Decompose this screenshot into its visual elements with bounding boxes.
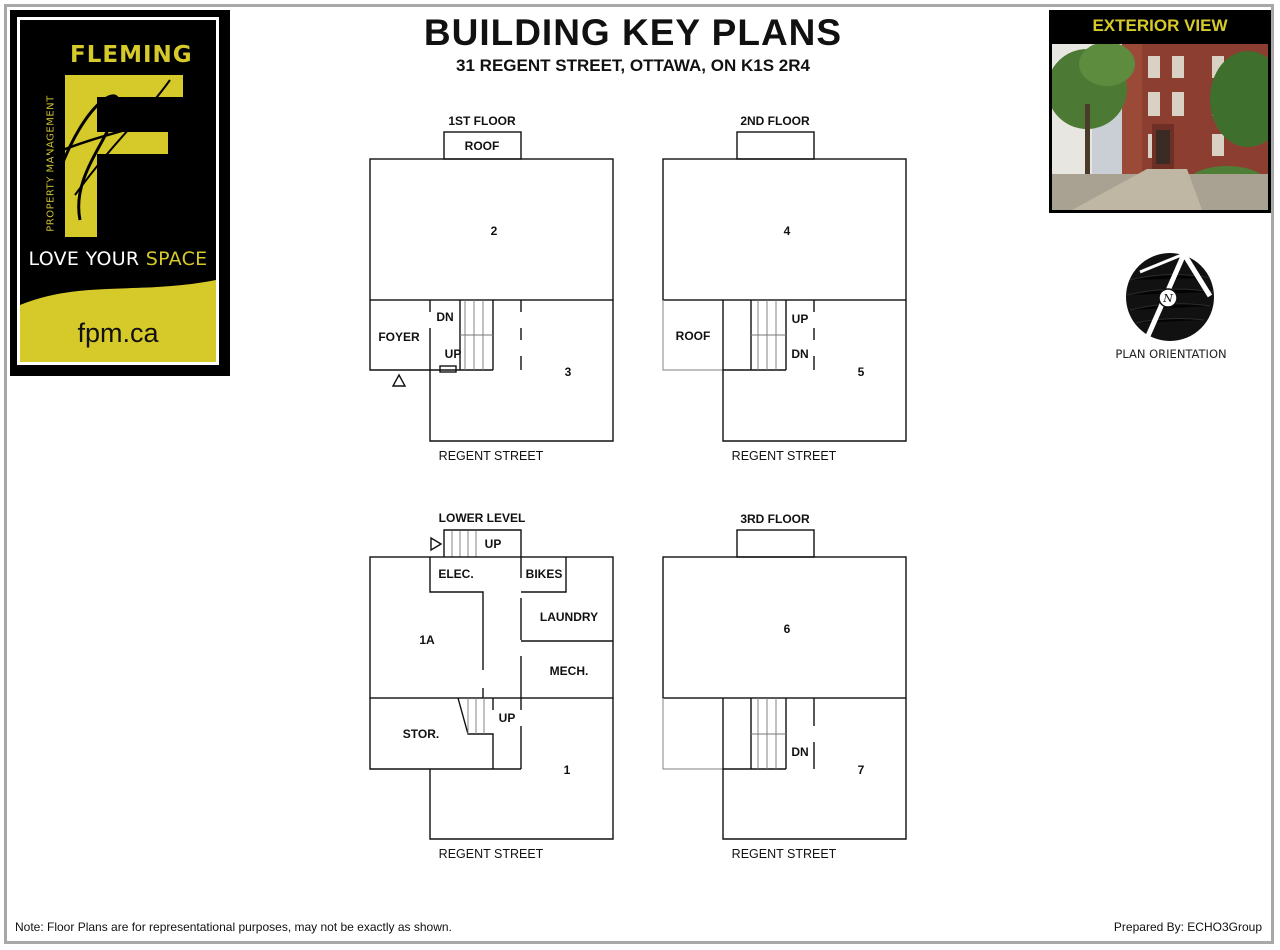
plan-lower-level <box>370 511 613 861</box>
dn-label-first: DN <box>436 310 454 324</box>
brand-tagline: LOVE YOUR SPACE <box>28 248 208 270</box>
plan-second-floor <box>663 114 906 463</box>
compass-n-letter: N <box>1163 292 1173 305</box>
bikes-label: BIKES <box>525 567 563 581</box>
plan-title-second: 2ND FLOOR <box>740 114 810 128</box>
unit-5: 5 <box>857 365 865 379</box>
exterior-view-title: EXTERIOR VIEW <box>1092 16 1228 35</box>
plan-third-floor <box>663 512 906 861</box>
unit-3: 3 <box>564 365 572 379</box>
up-label-lower-top: UP <box>484 537 502 551</box>
brand-url: fpm.ca <box>77 318 159 348</box>
plan-orientation-label: PLAN ORIENTATION <box>1115 347 1227 361</box>
page-title: BUILDING KEY PLANS <box>423 12 843 53</box>
up-label-second: UP <box>791 312 809 326</box>
page-address: 31 REGENT STREET, OTTAWA, ON K1S 2R4 <box>456 56 810 75</box>
prepared-by: Prepared By: ECHO3Group <box>1113 920 1262 934</box>
street-label-second: REGENT STREET <box>731 449 837 463</box>
brand-vertical-text: PROPERTY MANAGEMENT <box>45 95 57 232</box>
brand-name: FLEMING <box>70 42 193 68</box>
unit-7: 7 <box>857 763 865 777</box>
up-label-lower-mid: UP <box>498 711 516 725</box>
roof-label-first: ROOF <box>464 139 500 153</box>
roof-label-second: ROOF <box>675 329 711 343</box>
unit-1a: 1A <box>419 633 435 647</box>
footer-note: Note: Floor Plans are for representational purposes, may not be exactly as shown. <box>15 920 452 934</box>
street-label-third: REGENT STREET <box>731 847 837 861</box>
plan-first-floor <box>370 114 613 463</box>
dn-label-second: DN <box>791 347 809 361</box>
street-label-lower: REGENT STREET <box>438 847 544 861</box>
laundry-label: LAUNDRY <box>539 610 599 624</box>
unit-6: 6 <box>783 622 791 636</box>
plan-title-third: 3RD FLOOR <box>740 512 810 526</box>
foyer-label: FOYER <box>378 330 420 344</box>
stor-label: STOR. <box>402 727 440 741</box>
unit-2: 2 <box>490 224 498 238</box>
elec-label: ELEC. <box>438 567 474 581</box>
unit-1: 1 <box>563 763 571 777</box>
plan-title-first: 1ST FLOOR <box>448 114 516 128</box>
dn-label-third: DN <box>791 745 809 759</box>
unit-4: 4 <box>783 224 791 238</box>
mech-label: MECH. <box>549 664 589 678</box>
street-label-first: REGENT STREET <box>438 449 544 463</box>
plan-title-lower: LOWER LEVEL <box>438 511 526 525</box>
up-label-first: UP <box>444 347 462 361</box>
